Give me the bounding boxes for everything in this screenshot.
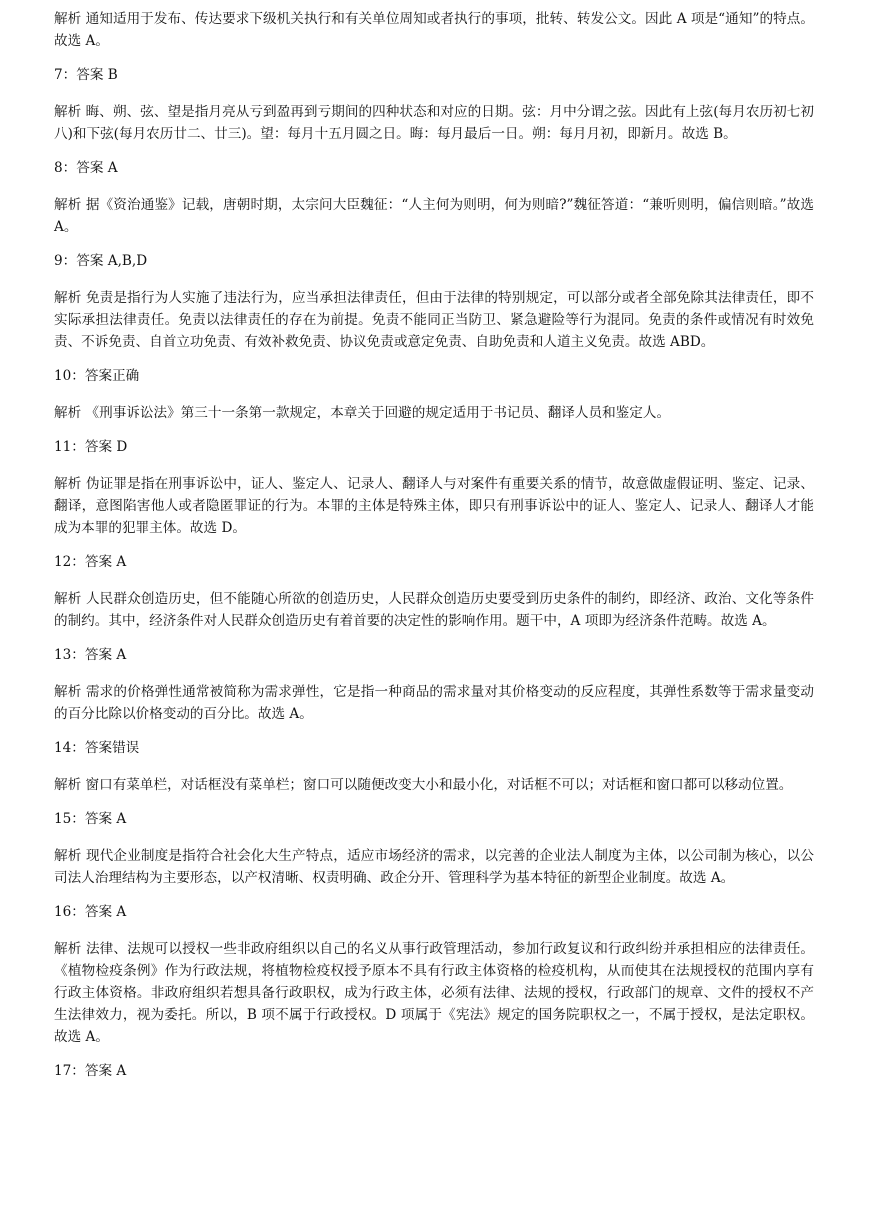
answer-9: 9：答案 A,B,D (54, 253, 148, 269)
explanation-11: 解析 伪证罪是指在刑事诉讼中，证人、鉴定人、记录人、翻译人与对案件有重要关系的情节，故意做虚假证明、鉴定、记录、翻译，意图陷害他人或者隐匿罪证的行为。本罪的主体是特殊主体，即只有刑事诉讼中的证人、鉴定人、记录人、翻译人才能成为本罪的犯罪主体。故选 D。 (54, 476, 814, 536)
explanation-8: 解析 据《资治通鉴》记载，唐朝时期，太宗问大臣魏征：“人主何为则明，何为则暗?”魏征答道：“兼听则明，偏信则暗。”故选 A。 (54, 197, 814, 235)
explanation-16: 解析 法律、法规可以授权一些非政府组织以自己的名义从事行政管理活动，参加行政复议和行政纠纷并承担相应的法律责任。《植物检疫条例》作为行政法规，将植物检疫权授予原本不具有行政主体资格的检疫机构，从而使其在法规授权的范围内享有行政主体资格。非政府组织若想具备行政职权，成为行政主体，必须有法律、法规的授权，行政部门的规章、文件的授权不产生法律效力，视为委托。所以，B 项不属于行政授权。D 项属于《宪法》规定的国务院职权之一，不属于授权，是法定职权。故选 A。 (54, 941, 814, 1045)
answer-15: 15：答案 A (54, 811, 127, 827)
answer-11: 11：答案 D (54, 439, 128, 455)
explanation-13: 解析 需求的价格弹性通常被简称为需求弹性，它是指一种商品的需求量对其价格变动的反应程度，其弹性系数等于需求量变动的百分比除以价格变动的百分比。故选 A。 (54, 684, 814, 722)
answer-sheet-page (54, 8, 814, 1082)
explanation-15: 解析 现代企业制度是指符合社会化大生产特点，适应市场经济的需求，以完善的企业法人制度为主体，以公司制为核心，以公司法人治理结构为主要形态，以产权清晰、权责明确、政企分开、管理科学为基本特征的新型企业制度。故选 A。 (54, 848, 814, 886)
answer-12: 12：答案 A (54, 554, 127, 570)
answer-10: 10：答案正确 (54, 368, 140, 384)
answer-7: 7：答案 B (54, 67, 118, 83)
explanation-10: 解析 《刑事诉讼法》第三十一条第一款规定，本章关于回避的规定适用于书记员、翻译人员和鉴定人。 (54, 405, 671, 421)
answer-16: 16：答案 A (54, 904, 127, 920)
explanation-6: 解析 通知适用于发布、传达要求下级机关执行和有关单位周知或者执行的事项，批转、转发公文。因此 A 项是“通知”的特点。故选 A。 (54, 11, 814, 49)
explanation-9: 解析 免责是指行为人实施了违法行为，应当承担法律责任，但由于法律的特别规定，可以部分或者全部免除其法律责任，即不实际承担法律责任。免责以法律责任的存在为前提。免责不能同正当防卫、紧急避险等行为混同。免责的条件或情况有时效免责、不诉免责、自首立功免责、有效补救免责、协议免责或意定免责、自助免责和人道主义免责。故选 ABD。 (54, 290, 814, 350)
answer-13: 13：答案 A (54, 647, 127, 663)
answer-17: 17：答案 A (54, 1063, 127, 1079)
explanation-7: 解析 晦、朔、弦、望是指月亮从亏到盈再到亏期间的四种状态和对应的日期。弦：月中分谓之弦。因此有上弦(每月农历初七初八)和下弦(每月农历廿二、廿三)。望：每月十五月圆之日。晦：每月最后一日。朔：每月月初，即新月。故选 B。 (54, 104, 814, 142)
answer-14: 14：答案错误 (54, 740, 140, 756)
explanation-12: 解析 人民群众创造历史，但不能随心所欲的创造历史，人民群众创造历史要受到历史条件的制约，即经济、政治、文化等条件的制约。其中，经济条件对人民群众创造历史有着首要的决定性的影响作用。题干中，A 项即为经济条件范畴。故选 A。 (54, 591, 814, 629)
explanation-14: 解析 窗口有菜单栏，对话框没有菜单栏；窗口可以随便改变大小和最小化，对话框不可以；对话框和窗口都可以移动位置。 (54, 777, 793, 793)
answer-8: 8：答案 A (54, 160, 118, 176)
